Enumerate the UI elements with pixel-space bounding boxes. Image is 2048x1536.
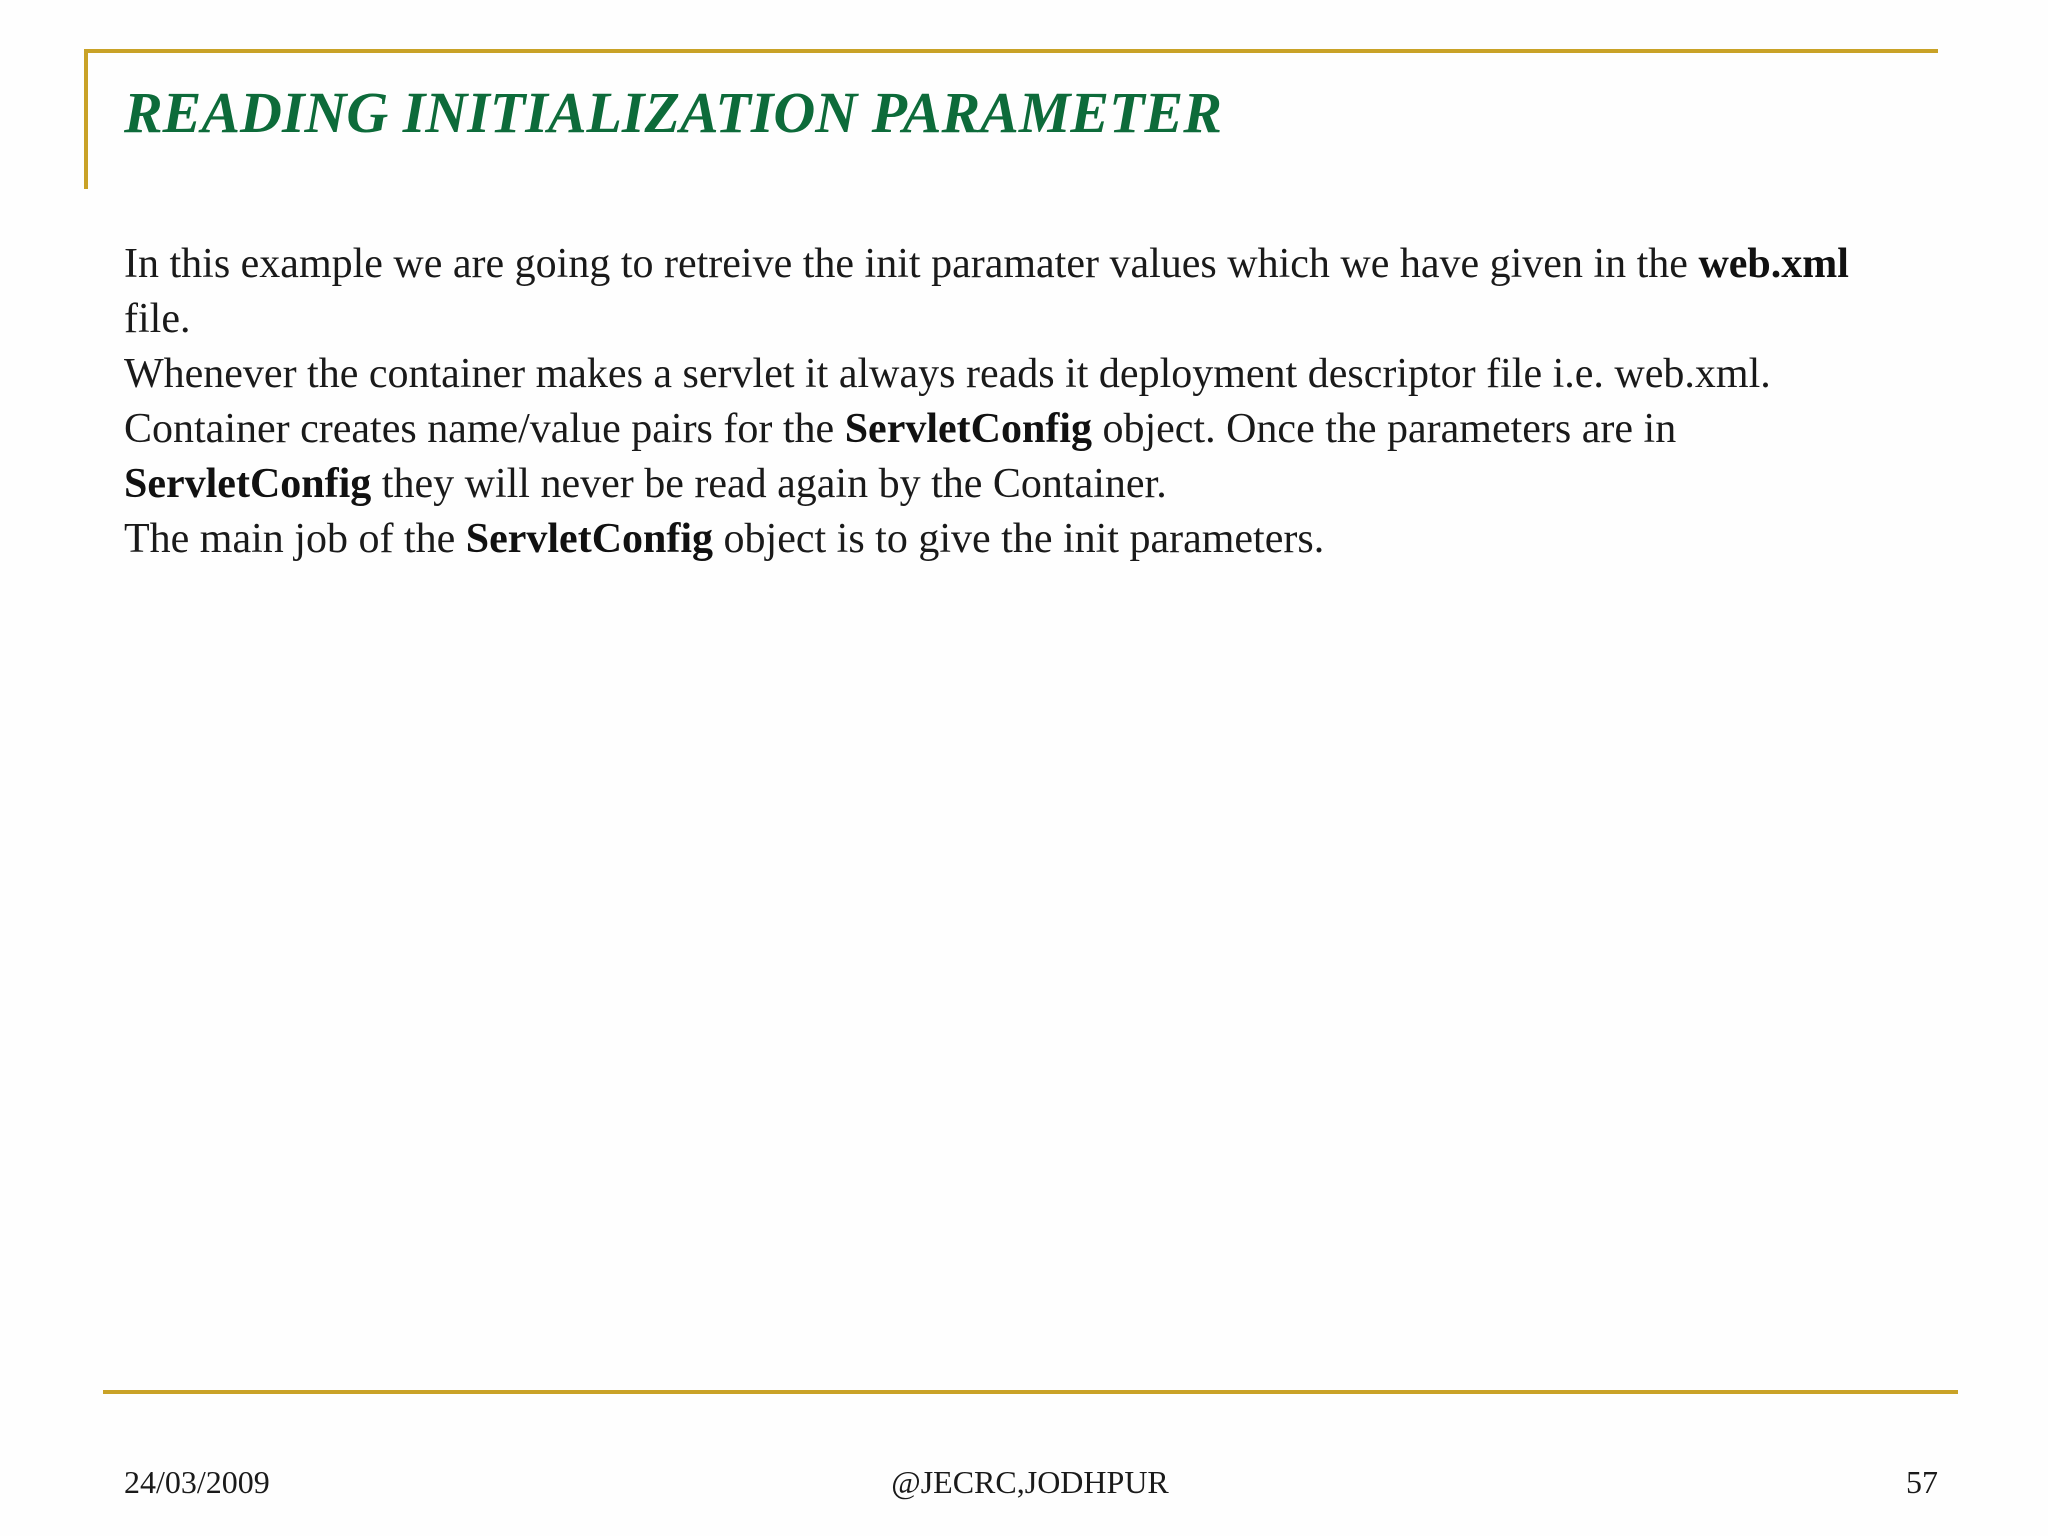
paragraph-2-text-2: object. Once the parameters are in: [1091, 406, 1677, 452]
paragraph-1-bold-1: web.xml: [1698, 241, 1849, 287]
paragraph-1: [124, 237, 1864, 347]
paragraph-2-bold-2: ServletConfig: [124, 461, 372, 507]
paragraph-3-bold-1: ServletConfig: [465, 516, 714, 562]
paragraph-2-text-1: Whenever the container makes a servlet it always reads it deployment descriptor file i.e. web.xml. Container creates name/value pairs for the: [124, 351, 1771, 452]
footer-date: 24/03/2009: [124, 1464, 270, 1500]
paragraph-3-text-1: The main job of the: [124, 516, 466, 562]
paragraph-1-text-1: In this example we are going to retreive the init paramater values which we have given in the: [124, 241, 1699, 287]
paragraph-2-text-3: they will never be read again by the Container.: [371, 461, 1167, 507]
paragraph-1-text-2: file.: [124, 296, 191, 342]
left-accent-divider: [84, 49, 88, 189]
slide-title: READING INITIALIZATION PARAMETER: [124, 80, 1222, 145]
slide-body: [124, 237, 1864, 567]
paragraph-3: [124, 512, 1864, 567]
paragraph-2-bold-1: ServletConfig: [844, 406, 1092, 452]
footer-organization: @JECRC,JODHPUR: [891, 1464, 1169, 1500]
bottom-divider: [103, 1390, 1958, 1394]
top-divider: [84, 49, 1938, 53]
paragraph-3-text-2: object is to give the init parameters.: [713, 516, 1325, 562]
paragraph-2: [124, 347, 1864, 512]
footer-page-number: 57: [1906, 1464, 1938, 1500]
